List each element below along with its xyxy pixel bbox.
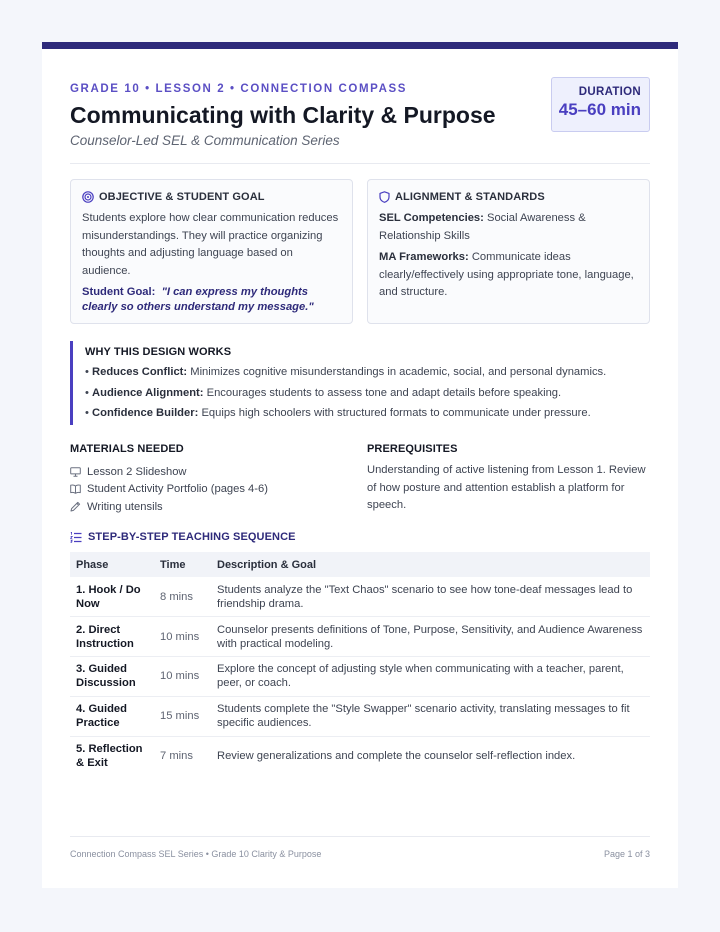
material-item (70, 498, 350, 516)
shield-icon (379, 191, 390, 203)
page-title: Communicating with Clarity & Purpose (70, 102, 496, 128)
prerequisites-section (367, 443, 650, 515)
phase-cell: 5. Reflection & Exit (76, 743, 143, 770)
footer-series: Connection Compass SEL Series • Grade 10 Clarity & Purpose (70, 849, 322, 859)
table-row (70, 736, 650, 776)
sel-label: SEL Competencies: (379, 212, 484, 224)
alignment-heading (379, 191, 638, 203)
description-cell: Review generalizations and complete the counselor self-reflection index. (217, 750, 576, 763)
why-item: • Reduces Conflict: Minimizes cognitive misunderstandings in academic, social, and personal dynamics. (85, 366, 607, 378)
list-ordered-icon (70, 532, 82, 543)
why-item-text: Equips high schoolers with structured formats to communicate under pressure. (201, 407, 591, 419)
time-cell: 10 mins (154, 657, 211, 697)
why-item-label: Audience Alignment: (92, 386, 204, 399)
objective-card (70, 179, 353, 324)
objective-heading-text: OBJECTIVE & STUDENT GOAL (99, 191, 265, 203)
why-heading: WHY THIS DESIGN WORKS (85, 346, 232, 358)
material-label: Student Activity Portfolio (pages 4-6) (87, 483, 268, 496)
column-header-phase: Phase (70, 552, 154, 577)
monitor-icon (70, 467, 81, 477)
duration-badge (551, 77, 650, 132)
materials-section (70, 443, 350, 516)
column-header-time: Time (154, 552, 211, 577)
table-row (70, 696, 650, 736)
table-header-row (70, 552, 650, 577)
student-goal-label: Student Goal: (82, 286, 156, 298)
sel-text: Social Awareness & Relationship Skills (379, 212, 586, 242)
phase-cell: 4. Guided Practice (70, 696, 154, 736)
lesson-page (42, 42, 678, 888)
material-item (70, 463, 350, 481)
description-cell: Students analyze the "Text Chaos" scenario to see how tone-deaf messages lead to friendship drama. (211, 577, 650, 617)
alignment-card (367, 179, 650, 324)
why-item-text: Encourages students to assess tone and adapt details before speaking. (206, 386, 562, 399)
why-item-label: Confidence Builder: (92, 407, 199, 419)
pencil-icon (70, 501, 81, 512)
why-item: • Confidence Builder: Equips high schoolers with structured formats to communicate under pressure. (85, 407, 591, 419)
duration-value: 45–60 min (558, 100, 641, 119)
footer-divider (70, 836, 650, 837)
sequence-table (70, 552, 650, 776)
sequence-heading-text: STEP-BY-STEP TEACHING SEQUENCE (88, 531, 296, 543)
table-row (70, 657, 650, 697)
phase-cell: 3. Guided Discussion (70, 657, 154, 697)
table-row (70, 577, 650, 617)
time-cell: 15 mins (154, 696, 211, 736)
material-label: Writing utensils (87, 500, 163, 513)
lesson-eyebrow: GRADE 10 • LESSON 2 • CONNECTION COMPASS (70, 83, 408, 95)
description-cell: Students complete the "Style Swapper" scenario activity, translating messages to fit specific audiences. (211, 696, 650, 736)
why-item-text: Minimizes cognitive misunderstandings in academic, social, and personal dynamics. (190, 366, 607, 378)
header-divider (70, 163, 650, 164)
description-cell: Counselor presents definitions of Tone, Purpose, Sensitivity, and Audience Awareness with practical modeling. (211, 617, 650, 657)
why-item: • Audience Alignment: Encourages students to assess tone and adapt details before speaking. (85, 386, 562, 399)
prerequisites-text: Understanding of active listening from Lesson 1. Review of how posture and attention establish a platform for speech. (367, 464, 646, 511)
why-item-label: Reduces Conflict: (92, 366, 188, 378)
ma-frameworks (379, 249, 638, 302)
time-cell: 8 mins (154, 577, 211, 617)
student-goal-text: "I can express my thoughts clearly so others understand my message." (82, 286, 314, 313)
phase-cell: 1. Hook / Do Now (70, 577, 154, 617)
footer-page-number: Page 1 of 3 (603, 849, 650, 859)
page-subtitle: Counselor-Led SEL & Communication Series (70, 133, 340, 148)
student-goal (82, 285, 341, 315)
time-cell: 7 mins (160, 750, 193, 763)
table-row (70, 617, 650, 657)
sel-competencies (379, 210, 638, 245)
target-icon (82, 191, 94, 203)
phase-cell: 2. Direct Instruction (70, 617, 154, 657)
objective-body: Students explore how clear communication reduces misunderstandings. They will practice organizing thoughts and adjusting language based on audience. (82, 212, 339, 277)
prerequisites-heading: PREREQUISITES (367, 443, 458, 455)
why-callout (70, 341, 650, 425)
time-cell: 10 mins (154, 617, 211, 657)
objective-heading (82, 191, 341, 203)
sequence-heading (70, 531, 296, 543)
column-header-description: Description & Goal (211, 552, 650, 577)
materials-heading: MATERIALS NEEDED (70, 443, 184, 455)
top-accent-bar (42, 42, 678, 49)
book-icon (70, 484, 81, 494)
duration-label: DURATION (578, 86, 641, 98)
alignment-heading-text: ALIGNMENT & STANDARDS (395, 191, 545, 203)
ma-label: MA Frameworks: (379, 251, 469, 263)
ma-text: Communicate ideas clearly/effectively using appropriate tone, language, and structure. (379, 251, 634, 298)
material-item (70, 481, 350, 499)
description-cell: Explore the concept of adjusting style when communicating with a teacher, parent, peer, or coach. (211, 657, 650, 697)
material-label: Lesson 2 Slideshow (87, 465, 187, 478)
